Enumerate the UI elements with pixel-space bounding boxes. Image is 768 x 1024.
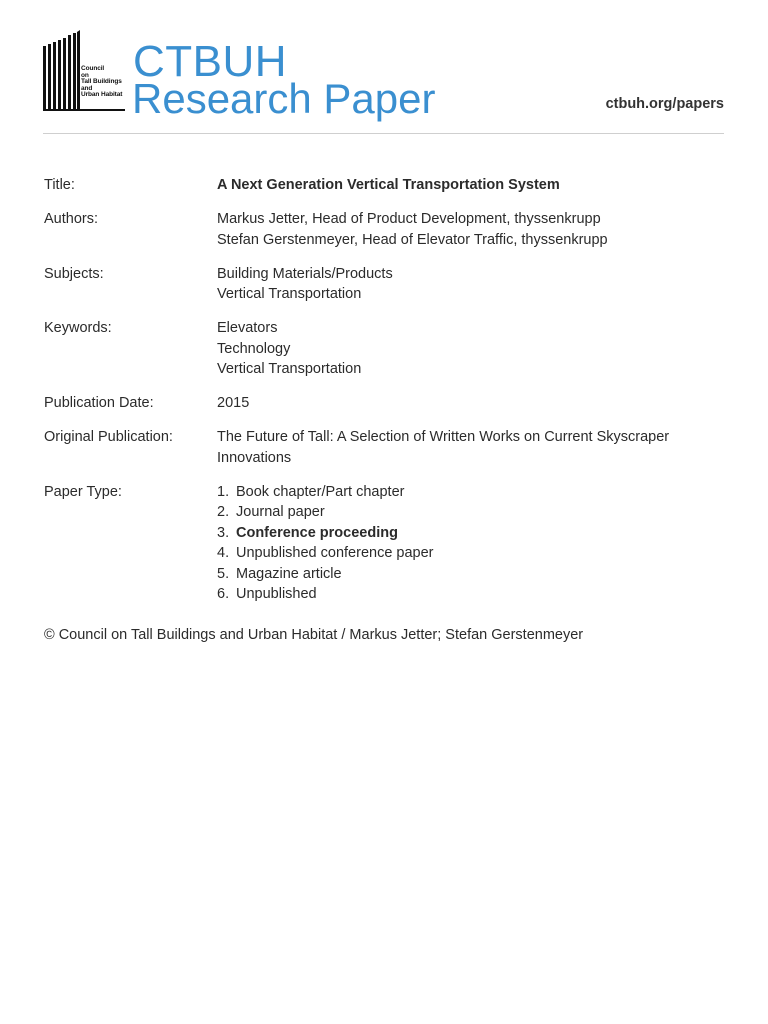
header [43,30,724,134]
paper-type-item: 1. Book chapter/Part chapter [217,483,405,500]
paper-type-item: 5. Magazine article [217,565,342,582]
title-value: A Next Generation Vertical Transportation System [217,177,560,193]
keyword-item: Elevators [217,320,278,336]
original-publication-row [44,427,724,468]
publication-date-row [44,393,724,414]
subject-item: Building Materials/Products [217,265,393,282]
paper-type-row [44,482,724,605]
paper-type-item-selected: 3. Conference proceeding [217,524,398,541]
paper-metadata [44,175,724,618]
brand-name: CTBUH [133,37,288,86]
keywords-row [44,318,724,380]
copyright-notice: © Council on Tall Buildings and Urban Habitat / Markus Jetter; Stefan Gerstenmeyer [44,627,584,643]
paper-type-item: 2. Journal paper [217,504,325,520]
subjects-row [44,264,724,305]
author-item: Markus Jetter, Head of Product Development, thyssenkrupp [217,211,601,227]
paper-type-label: Paper Type: [44,483,122,500]
subject-item: Vertical Transportation [217,286,362,302]
title-row [44,175,724,196]
original-publication-line: The Future of Tall: A Selection of Written Works on Current Skyscraper [217,429,670,445]
papers-link[interactable]: ctbuh.org/papers [605,96,724,112]
keyword-item: Technology [217,340,291,357]
subjects-label: Subjects: [44,265,104,282]
paper-type-item: 4. Unpublished conference paper [217,545,434,561]
logo-org-name: Council on Tall Buildings and Urban Habitat [81,65,123,98]
publication-date-value: 2015 [217,395,250,411]
paper-type-item: 6. Unpublished [217,586,317,602]
original-publication-label: Original Publication: [44,429,173,445]
publication-date-label: Publication Date: [44,395,154,411]
keyword-item: Vertical Transportation [217,361,362,377]
brand-subtitle: Research Paper [132,75,436,122]
keywords-label: Keywords: [44,320,112,336]
title-label: Title: [44,177,75,193]
authors-row [44,209,724,250]
original-publication-line: Innovations [217,449,292,466]
header-divider [43,133,724,134]
paper-type-list [217,482,724,605]
author-item: Stefan Gerstenmeyer, Head of Elevator Traffic, thyssenkrupp [217,231,608,248]
authors-label: Authors: [44,211,98,227]
